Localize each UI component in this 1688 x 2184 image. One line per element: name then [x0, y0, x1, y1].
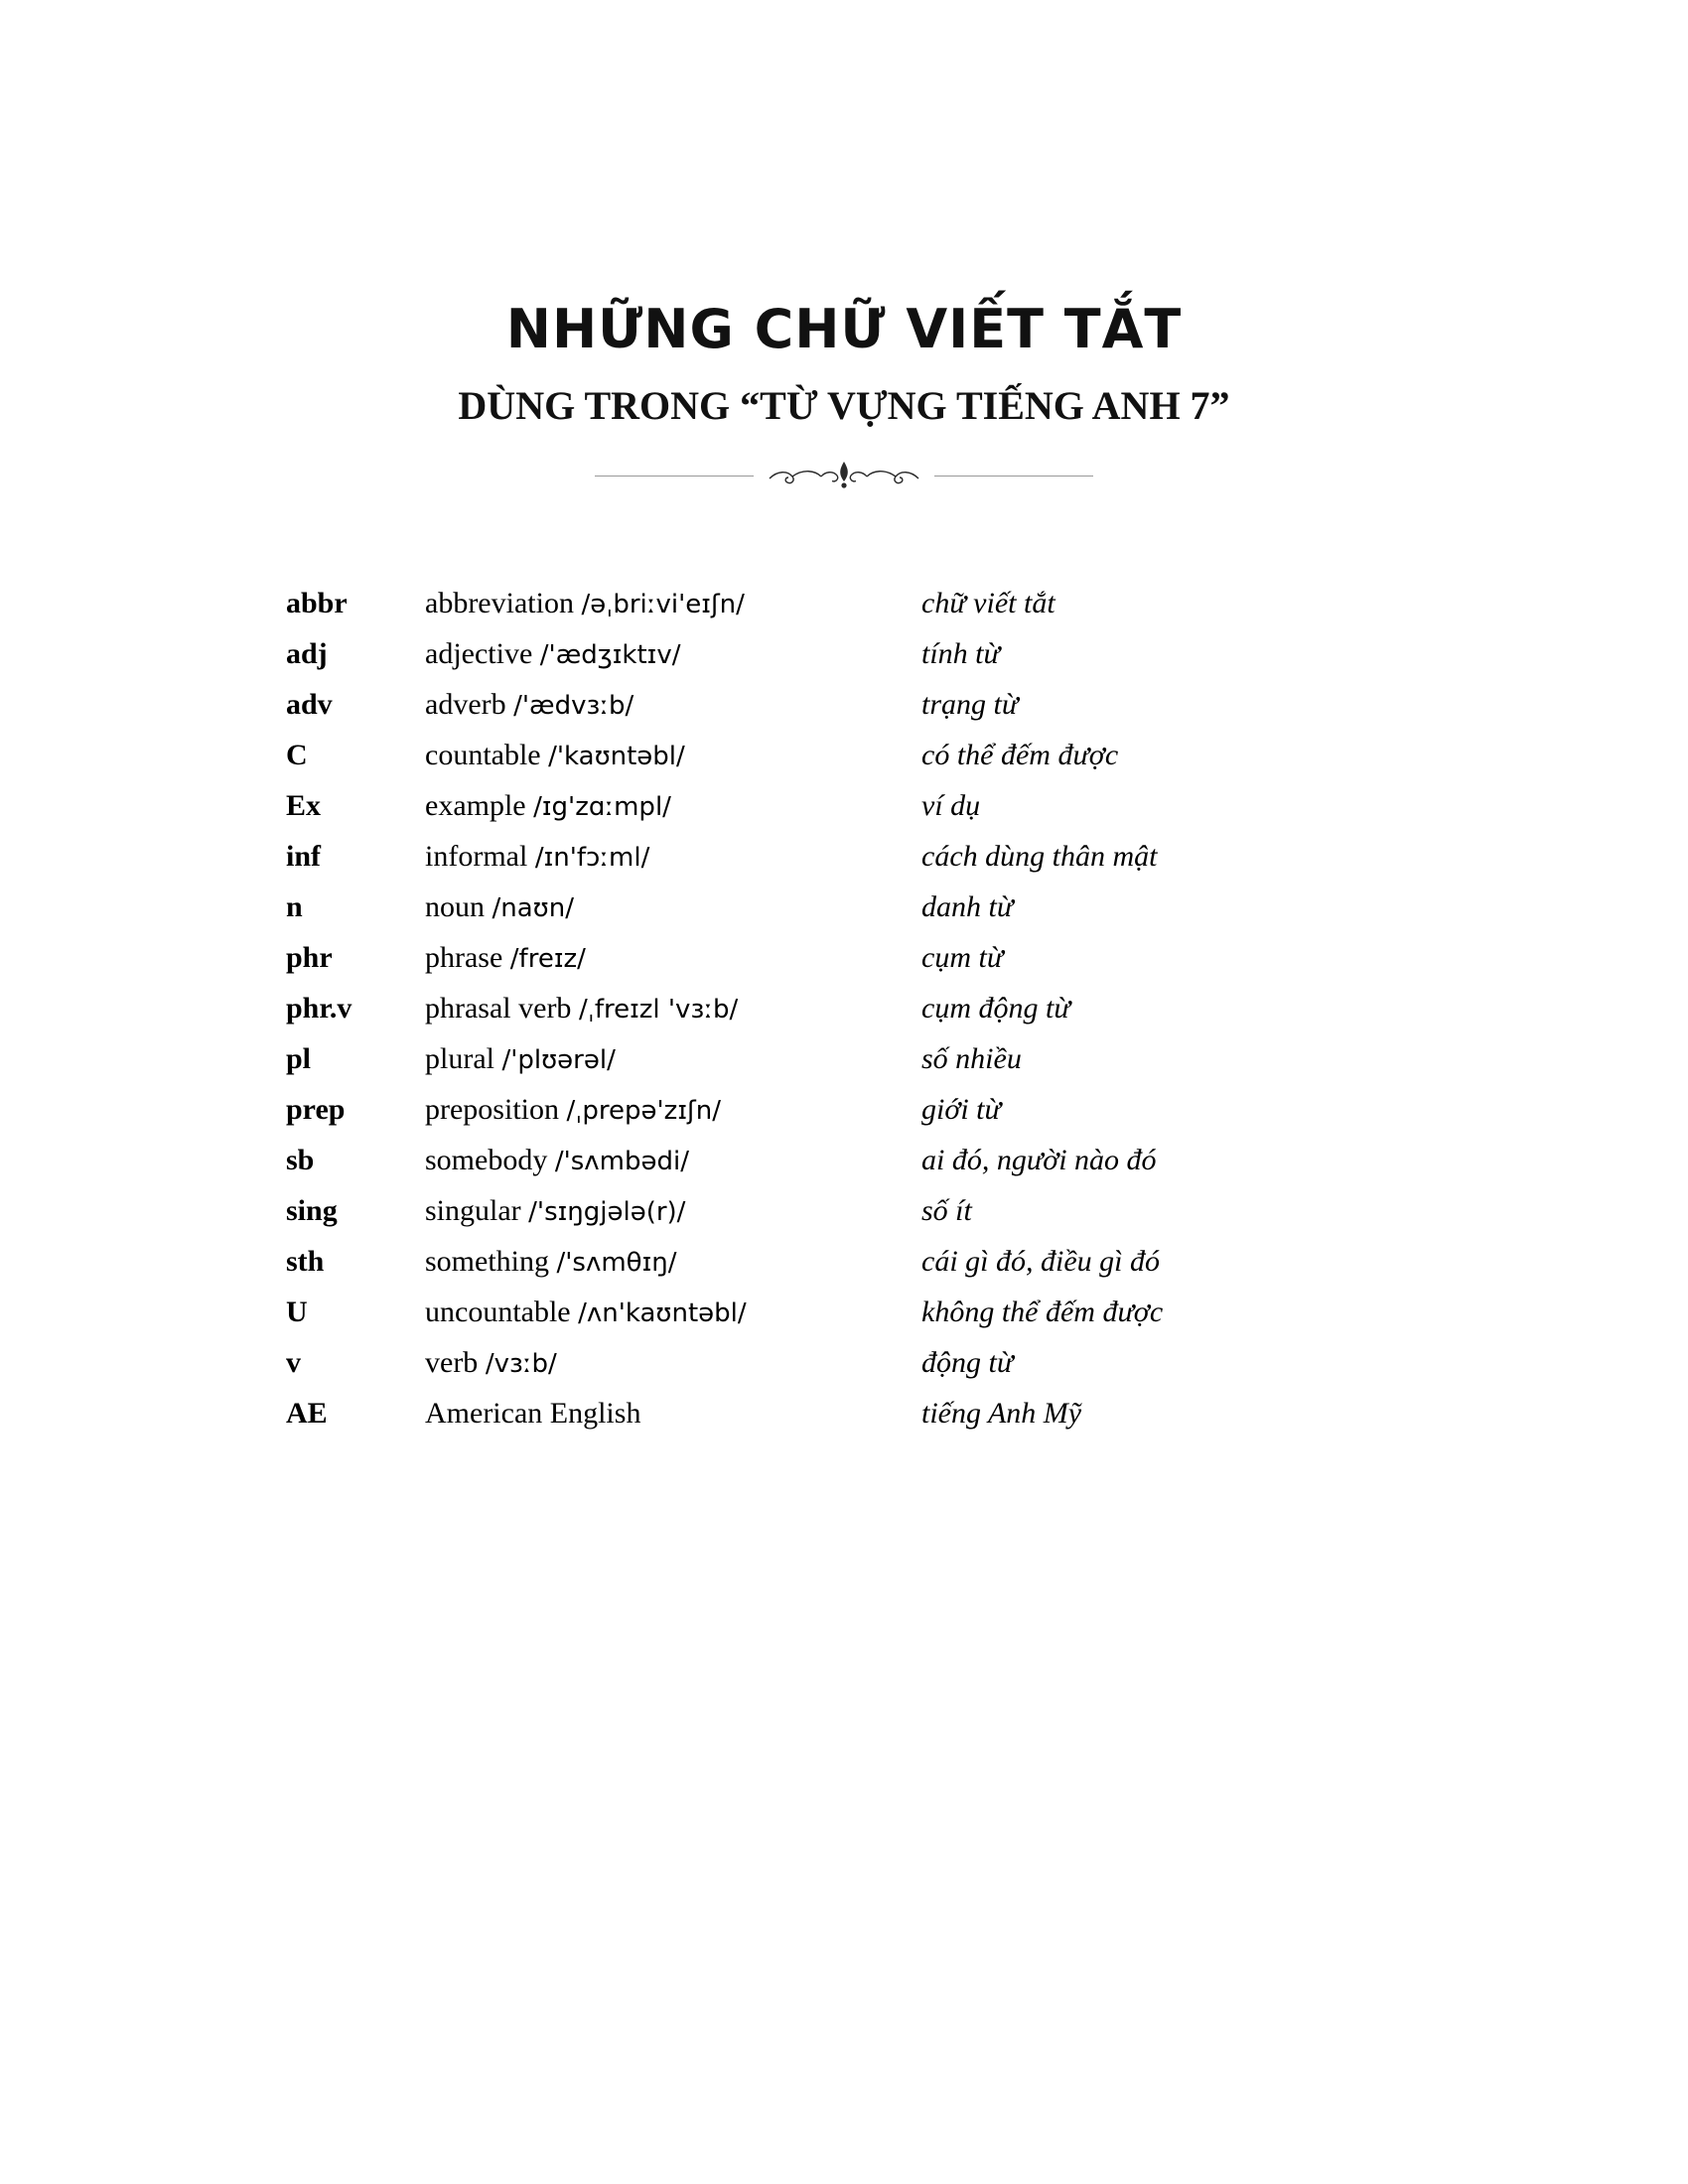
ipa-text: /'sʌmθɪŋ/	[556, 1248, 677, 1278]
table-row	[286, 1093, 1688, 1144]
abbr-cell: inf	[286, 840, 322, 873]
full-word: adjective	[425, 637, 533, 670]
ipa-text: /əˌbriːvi'eɪʃn/	[581, 590, 745, 619]
full-cell	[425, 587, 921, 620]
full-cell	[425, 637, 921, 671]
page-subtitle: DÙNG TRONG “TỪ VỰNG TIẾNG ANH 7”	[458, 383, 1230, 428]
translation-cell: giới từ	[921, 1093, 1001, 1126]
full-cell	[425, 1296, 921, 1329]
ipa-text: /ʌn'kaʊntəbl/	[578, 1298, 747, 1328]
table-row	[286, 1042, 1688, 1093]
table-row	[286, 789, 1688, 840]
full-cell	[425, 1194, 921, 1228]
full-word: uncountable	[425, 1296, 571, 1328]
ipa-text: /'sɪŋgjələ(r)/	[528, 1197, 686, 1227]
ipa-text: /'sʌmbədi/	[554, 1147, 689, 1176]
table-row	[286, 1397, 1688, 1447]
translation-cell: chữ viết tắt	[921, 587, 1055, 619]
table-row	[286, 1346, 1688, 1397]
abbr-cell: prep	[286, 1093, 346, 1126]
full-word: somebody	[425, 1144, 548, 1176]
ipa-text: /vɜːb/	[485, 1349, 557, 1379]
full-word: example	[425, 789, 526, 822]
abbr-cell: abbr	[286, 587, 348, 619]
full-word: phrase	[425, 941, 503, 974]
full-cell	[425, 1144, 921, 1177]
page-title: NHỮNG CHỮ VIẾT TẮT	[505, 298, 1183, 360]
abbr-cell: phr	[286, 941, 333, 974]
divider-line-left	[595, 476, 754, 477]
translation-cell: tiếng Anh Mỹ	[921, 1397, 1082, 1430]
ornament-divider	[0, 459, 1688, 492]
full-word: American English	[425, 1397, 641, 1430]
full-cell	[425, 1093, 921, 1127]
full-word: informal	[425, 840, 528, 873]
full-word: countable	[425, 739, 541, 771]
translation-cell: động từ	[921, 1346, 1014, 1379]
ipa-text: /naʊn/	[492, 893, 574, 923]
ipa-text: /ɪn'fɔːml/	[534, 843, 650, 873]
full-word: singular	[425, 1194, 521, 1227]
ipa-text: /ˌfreɪzl 'vɜːb/	[578, 995, 739, 1024]
full-cell	[425, 840, 921, 874]
translation-cell: không thể đếm được	[921, 1296, 1164, 1328]
translation-cell: cách dùng thân mật	[921, 840, 1158, 873]
table-row	[286, 992, 1688, 1042]
abbr-cell: pl	[286, 1042, 312, 1075]
ipa-text: /'ædʒɪktɪv/	[539, 640, 681, 670]
title-block	[0, 0, 1688, 492]
abbr-cell: AE	[286, 1397, 328, 1430]
translation-cell: ví dụ	[921, 789, 981, 822]
ipa-text: /ɪg'zɑːmpl/	[533, 792, 671, 822]
table-row	[286, 688, 1688, 739]
translation-cell: số nhiều	[921, 1042, 1022, 1075]
full-word: plural	[425, 1042, 494, 1075]
full-word: preposition	[425, 1093, 559, 1126]
abbr-cell: U	[286, 1296, 308, 1328]
table-row	[286, 941, 1688, 992]
abbr-cell: C	[286, 739, 308, 771]
full-word: something	[425, 1245, 549, 1278]
flourish-icon	[760, 459, 928, 492]
abbr-cell: adv	[286, 688, 333, 721]
full-cell	[425, 789, 921, 823]
table-row	[286, 739, 1688, 789]
translation-cell: danh từ	[921, 890, 1014, 923]
translation-cell: cụm động từ	[921, 992, 1070, 1024]
abbr-cell: sing	[286, 1194, 338, 1227]
abbr-cell: Ex	[286, 789, 322, 822]
translation-cell: cái gì đó, điều gì đó	[921, 1245, 1160, 1278]
full-word: noun	[425, 890, 485, 923]
abbr-cell: n	[286, 890, 303, 923]
abbr-cell: adj	[286, 637, 328, 670]
full-cell	[425, 739, 921, 772]
table-row	[286, 1245, 1688, 1296]
table-row	[286, 1296, 1688, 1346]
translation-cell: trạng từ	[921, 688, 1019, 721]
table-row	[286, 890, 1688, 941]
full-word: adverb	[425, 688, 506, 721]
translation-cell: ai đó, người nào đó	[921, 1144, 1157, 1176]
full-cell	[425, 992, 921, 1025]
full-word: verb	[425, 1346, 479, 1379]
ipa-text: /ˌprepə'zɪʃn/	[566, 1096, 721, 1126]
translation-cell: tính từ	[921, 637, 1000, 670]
translation-cell: có thể đếm được	[921, 739, 1119, 771]
divider-line-right	[934, 476, 1093, 477]
full-cell	[425, 1397, 921, 1431]
full-cell	[425, 890, 921, 924]
full-cell	[425, 1245, 921, 1279]
abbr-cell: sth	[286, 1245, 325, 1278]
full-cell	[425, 941, 921, 975]
table-row	[286, 637, 1688, 688]
ipa-text: /'plʊərəl/	[501, 1045, 616, 1075]
table-row	[286, 840, 1688, 890]
translation-cell: số ít	[921, 1194, 972, 1227]
full-cell	[425, 1346, 921, 1380]
table-row	[286, 1194, 1688, 1245]
table-row	[286, 587, 1688, 637]
abbr-cell: sb	[286, 1144, 315, 1176]
table-row	[286, 1144, 1688, 1194]
full-cell	[425, 1042, 921, 1076]
full-word: abbreviation	[425, 587, 574, 619]
translation-cell: cụm từ	[921, 941, 1004, 974]
ipa-text: /'ædvɜːb/	[513, 691, 634, 721]
ipa-text: /'kaʊntəbl/	[548, 742, 685, 771]
abbr-cell: v	[286, 1346, 301, 1379]
abbr-cell: phr.v	[286, 992, 352, 1024]
abbreviations-table	[0, 587, 1688, 1447]
ipa-text: /freɪz/	[509, 944, 586, 974]
full-word: phrasal verb	[425, 992, 572, 1024]
full-cell	[425, 688, 921, 722]
